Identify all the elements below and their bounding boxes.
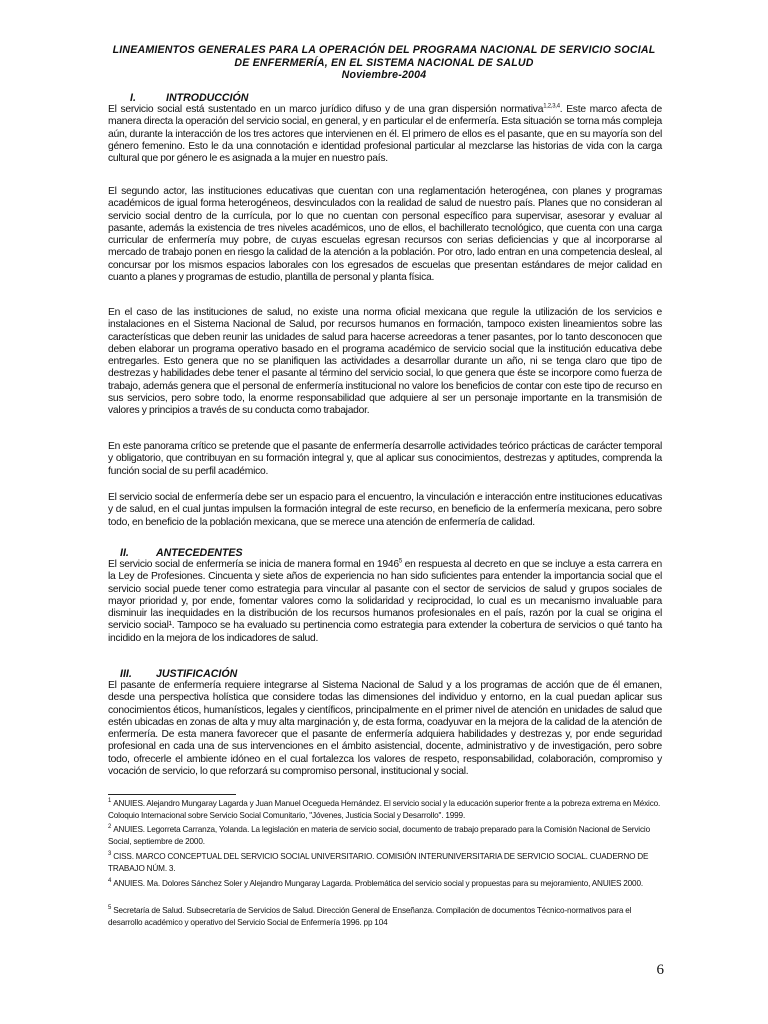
footnote-5 bbox=[108, 905, 664, 929]
page-number: 6 bbox=[656, 962, 664, 978]
section-heading-antecedentes bbox=[120, 547, 243, 559]
paragraph-text: en respuesta al decreto en que se incluye a esta carrera en la Ley de Profesiones. Cincuenta y siete años de experiencia no han sido suficientes para entender la importancia social que el servicio social puede tener como estrategia para vincular al pasante con el sector de servicios de salud y grupos sociales de mayor prioridad y, por ende, fomentar valores como la solidaridad y reciprocidad, lo cual es un mecanismo invaluable para disminuir las inequidades en la distribución de los recursos humanos profesionales en el país, razón por la cual se origina el servicio social¹. Tampoco se ha evaluado su pertinencia como estrategia para extender la cobertura de servicios o qué tanto ha incidido en la mejora de los indicadores de salud. bbox=[108, 559, 662, 644]
footnote-1 bbox=[108, 798, 664, 822]
paragraph-text: . Este marco afecta de manera directa la operación del servicio social, en general, y en particular el de enfermería. Esta situación se torna más compleja aún, durante la interacción de los tres actores que intervienen en él. El primero de ellos es el pasante, que en su mayoría son del género femenino. Esto le da una connotación e identidad profesional particular al mezclarse las historias de vida con la carga cultural que por género le es asignada a la mujer en nuestro país. bbox=[108, 104, 663, 165]
paragraph-text: El servicio social está sustentado en un marco jurídico difuso y de una gran dispersión normativa bbox=[108, 104, 544, 115]
section-title: INTRODUCCIÓN bbox=[166, 92, 249, 104]
footnote-number: 3 bbox=[108, 851, 112, 858]
document-date: Noviembre-2004 bbox=[341, 69, 427, 81]
paragraph-intro-2: El segundo actor, las instituciones educativas que cuentan con una reglamentación heterogénea, con planes y programas académicos de igual forma heterogéneos, desvinculados con la realidad de salud de nuestro país. Planes que no consideran al servicio social dentro de la currícula, por lo que no cuentan con personal específico para supervisar, asesorar y evaluar al pasante, además la existencia de tres niveles académicos, uno de ellos, el bachillerato tecnológico, que cuenta con una carga curricular de enfermería muy pobre, de cuyas escuelas egresan recursos con serias deficiencias y que al incorporarse al mercado de trabajo ponen en riesgo la calidad de la atención a la población. Por otro, lado entran en una competencia desleal, al concursar por los mismos espacios laborales con los egresados de escuelas que presentan estándares de mejor calidad en cuanto a planes y programas de estudio, plantilla de personal y planta física. bbox=[108, 186, 662, 284]
section-heading-justificacion bbox=[120, 668, 237, 680]
section-number: III. bbox=[120, 668, 132, 680]
paragraph-intro-5: El servicio social de enfermería debe ser un espacio para el encuentro, la vinculación e interacción entre instituciones educativas y de salud, en el cual juntas impulsen la formación integral de este recurso, en beneficio de la enfermería mexicana, pero sobre todo, en beneficio de la población mexicana, que se merece una atención de enfermería de calidad. bbox=[108, 492, 662, 528]
footnote-separator bbox=[108, 794, 236, 795]
section-title: ANTECEDENTES bbox=[156, 547, 243, 559]
paragraph-justificacion-1: El pasante de enfermería requiere integrarse al Sistema Nacional de Salud y a los programas de acción que de él emanen, desde una perspectiva holística que considere todas las dimensiones del individuo y entorno, en la cual puedan aplicar sus conocimientos éticos, humanísticos, legales y científicos, principalmente en el primer nivel de atención en unidades de salud que estén ubicadas en zonas de alta y muy alta marginación y, de esta forma, coadyuvar en la mejora de la calidad de la atención de enfermería. De esta manera favorecer que el pasante de enfermería adquiera habilidades y destrezas y, por ende seguridad profesional en cada una de sus intervenciones en el ámbito asistencial, docente, administrativo y de investigación, pero sobre todo, ofrecerle el ambiente idóneo en el cual fortalezca los valores de respeto, responsabilidad, colaboración, compromiso y vocación de servicio, lo que reforzará su compromiso personal, institucional y social. bbox=[108, 680, 662, 778]
footnote-2 bbox=[108, 824, 664, 848]
footnote-reference: 5 bbox=[398, 558, 402, 565]
footnote-reference: 1,2,3,4 bbox=[543, 103, 560, 110]
footnote-text: CISS. MARCO CONCEPTUAL DEL SERVICIO SOCIAL UNIVERSITARIO. COMISIÓN INTERUNIVERSITARIA DE SERVICIO SOCIAL. CUADERNO DE TRABAJO NÚM. 3. bbox=[108, 852, 649, 873]
footnote-number: 4 bbox=[108, 878, 112, 885]
title-line-2: DE ENFERMERÍA, EN EL SISTEMA NACIONAL DE SALUD bbox=[234, 56, 534, 69]
paragraph-text: El servicio social de enfermería se inicia de manera formal en 1946 bbox=[108, 559, 399, 570]
footnote-number: 1 bbox=[108, 798, 112, 805]
section-number: II. bbox=[120, 547, 129, 559]
section-title: JUSTIFICACIÓN bbox=[156, 668, 238, 680]
paragraph-antecedentes-1 bbox=[108, 559, 662, 645]
footnote-text: Secretaría de Salud. Subsecretaría de Servicios de Salud. Dirección General de Enseñanza. Compilación de documentos Técnico-normativos para el desarrollo académico y operativo del Servicio Social de Enfermería 1996. pp 104 bbox=[108, 906, 632, 927]
footnote-3 bbox=[108, 851, 664, 875]
footnote-text: ANUIES. Ma. Dolores Sánchez Soler y Alejandro Mungaray Lagarda. Problemática del servicio social y propuestas para su mejoramiento, ANUIES 2000. bbox=[113, 879, 643, 888]
document-title bbox=[108, 44, 660, 82]
footnote-number: 5 bbox=[108, 905, 112, 912]
footnote-number: 2 bbox=[108, 824, 112, 831]
paragraph-intro-4: En este panorama crítico se pretende que el pasante de enfermería desarrolle actividades teórico prácticas de carácter temporal y obligatorio, que contribuyan en su formación integral y, que al aplicar sus conocimientos, destrezas y aptitudes, comprenda la función social de su perfil académico. bbox=[108, 441, 662, 477]
section-heading-introduccion bbox=[130, 92, 248, 104]
footnote-text: ANUIES. Alejandro Mungaray Lagarda y Juan Manuel Ocegueda Hernández. El servicio social y la educación superior frente a la pobreza extrema en México. Coloquio Internacional sobre Servicio Social Comunitario, "Jóvenes, Justicia Social y Desarrollo". 1999. bbox=[108, 799, 661, 820]
paragraph-intro-1 bbox=[108, 104, 662, 165]
footnote-4 bbox=[108, 878, 664, 890]
footnote-text: ANUIES. Legorreta Carranza, Yolanda. La legislación en materia de servicio social, documento de trabajo preparado para la Comisión Nacional de Servicio Social, septiembre de 2000. bbox=[108, 825, 650, 846]
title-line-1: LINEAMIENTOS GENERALES PARA LA OPERACIÓN DEL PROGRAMA NACIONAL DE SERVICIO SOCIAL bbox=[112, 44, 656, 56]
section-number: I. bbox=[130, 92, 136, 104]
paragraph-intro-3: En el caso de las instituciones de salud, no existe una norma oficial mexicana que regule la utilización de los servicios e instalaciones en el Sistema Nacional de Salud, por recursos humanos en formación, tampoco existen lineamientos sobre las características que deben reunir las unidades de salud para hacerse acreedoras a tener pasantes, por lo tanto desconocen que deben elaborar un programa operativo basado en el programa académico de servicio social que la institución educativa debe entregarles. Esto genera que no se planifiquen las actividades a desarrollar durante un año, ni se tenga claro que tipo de destrezas y habilidades debe tener el pasante al término del servicio social, lo que genera que éste se incorpore como fuerza de trabajo, además genera que el personal de enfermería institucional no valore los beneficios de contar con este tipo de recurso en sus servicios, pero sobre todo, la enorme responsabilidad que adquiere al ser un personaje importante en la transmisión de valores y principios a través de su conducta como trabajador. bbox=[108, 307, 662, 417]
